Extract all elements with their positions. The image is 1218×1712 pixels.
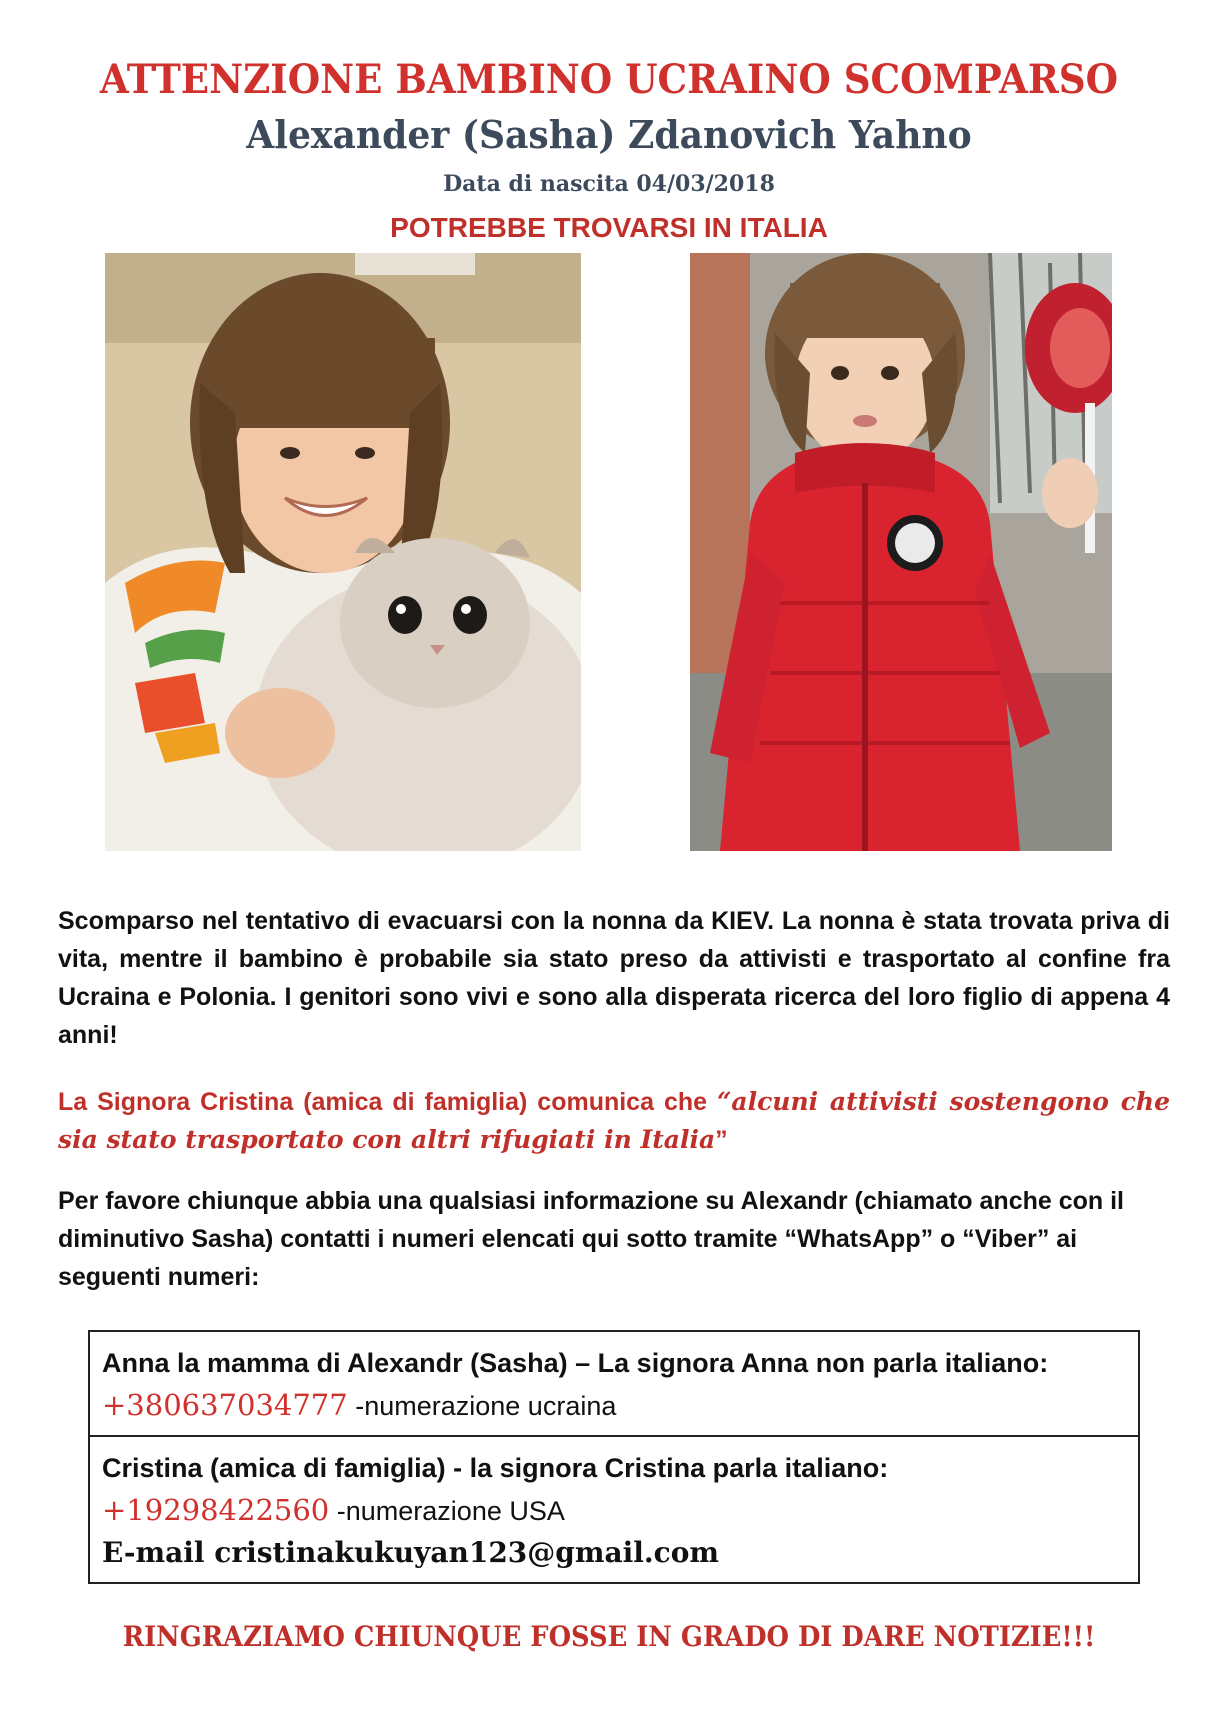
birth-date: Data di nascita 04/03/2018: [443, 171, 775, 197]
contact-cristina-intro: Cristina (amica di famiglia) - la signora Cristina parla italiano:: [102, 1453, 889, 1483]
contact-cristina-note: -numerazione USA: [329, 1496, 565, 1526]
thanks-footer: RINGRAZIAMO CHIUNQUE FOSSE IN GRADO DI DARE NOTIZIE!!!: [122, 1620, 1096, 1653]
contact-cristina-email[interactable]: E-mail cristinakukuyan123@gmail.com: [102, 1536, 719, 1569]
contact-cristina: [90, 1435, 1138, 1582]
photo-child-red-jacket: [690, 253, 1112, 851]
cristina-statement-intro: La Signora Cristina (amica di famiglia) comunica che: [58, 1088, 717, 1116]
cristina-statement-close: ”: [715, 1126, 728, 1154]
possible-location: POTREBBE TROVARSI IN ITALIA: [390, 212, 828, 243]
cristina-statement-quote: “alcuni attivisti sostengono che sia stato trasportato con altri rifugiati in Italia: [58, 1087, 1170, 1154]
photo-child-red-jacket-illustration: [690, 253, 1112, 851]
photo-child-with-cat-illustration: [105, 253, 581, 851]
contacts-table: [88, 1330, 1140, 1584]
cristina-statement: [58, 1083, 1170, 1159]
contact-anna-note: -numerazione ucraina: [347, 1391, 617, 1421]
contact-cristina-phone[interactable]: +19298422560: [102, 1493, 330, 1527]
photo-child-with-cat: [105, 253, 581, 851]
contact-request: Per favore chiunque abbia una qualsiasi informazione su Alexandr (chiamato anche con il diminutivo Sasha) contatti i numeri elencati qui sotto tramite “WhatsApp” o “Viber” ai seguenti numeri:: [58, 1187, 1125, 1291]
contact-anna: [90, 1332, 1138, 1435]
contact-anna-intro: Anna la mamma di Alexandr (Sasha) – La signora Anna non parla italiano:: [102, 1348, 1049, 1378]
missing-child-name: Alexander (Sasha) Zdanovich Yahno: [246, 112, 972, 157]
disappearance-description: Scomparso nel tentativo di evacuarsi con la nonna da KIEV. La nonna è stata trovata priva di vita, mentre il bambino è probabile sia stato preso da attivisti e trasportato al confine fra Ucraina e Polonia. I genitori sono vivi e sono alla disperata ricerca del loro figlio di appena 4 anni!: [58, 907, 1170, 1049]
contact-anna-phone[interactable]: +380637034777: [102, 1388, 348, 1422]
headline-title: ATTENZIONE BAMBINO UCRAINO SCOMPARSO: [99, 56, 1119, 103]
